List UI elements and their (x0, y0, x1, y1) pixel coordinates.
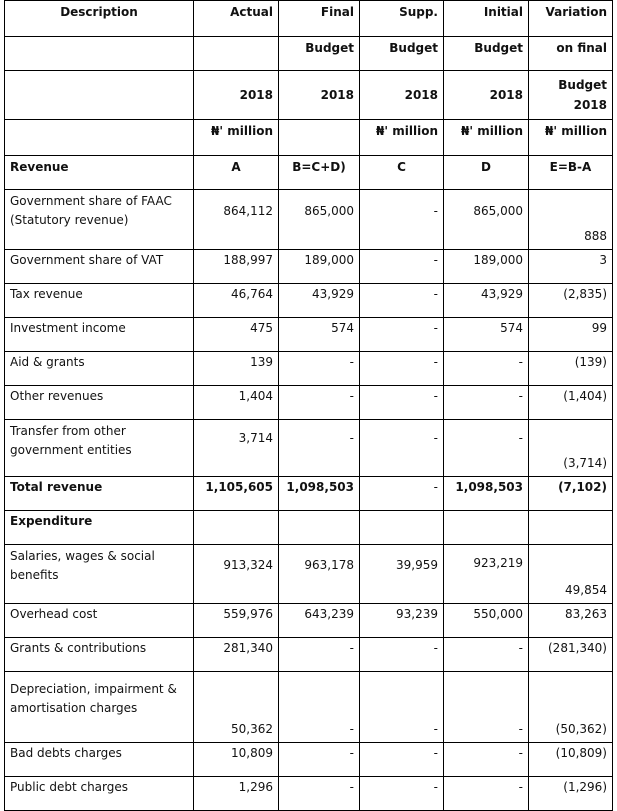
cell-supp: - (360, 638, 444, 672)
empty-cell (194, 511, 279, 545)
cell-final: 1,098,503 (279, 477, 360, 511)
cell-variation: (7,102) (529, 477, 613, 511)
cell-final: 865,000 (279, 190, 360, 250)
header-year: 2018 (279, 71, 360, 120)
cell-actual: 913,324 (194, 545, 279, 604)
header-cell: Budget (279, 37, 360, 71)
table-row (5, 318, 613, 352)
cell-initial: - (444, 420, 529, 477)
cell-supp: - (360, 777, 444, 811)
cell-actual: 864,112 (194, 190, 279, 250)
cell-variation: 49,854 (529, 545, 613, 604)
table-row (5, 250, 613, 284)
header-final: Final (279, 1, 360, 37)
cell-final: 43,929 (279, 284, 360, 318)
cell-actual: 3,714 (194, 420, 279, 477)
total-revenue-row (5, 477, 613, 511)
table-row (5, 190, 613, 250)
cell-final: - (279, 420, 360, 477)
cell-supp: - (360, 420, 444, 477)
row-description: Depreciation, impairment & amortisation charges (5, 672, 194, 743)
cell-supp: - (360, 190, 444, 250)
cell-variation: (1,296) (529, 777, 613, 811)
header-cell (194, 37, 279, 71)
cell-actual: 139 (194, 352, 279, 386)
cell-actual: 1,105,605 (194, 477, 279, 511)
cell-variation: 3 (529, 250, 613, 284)
empty-cell (444, 511, 529, 545)
table-row (5, 284, 613, 318)
cell-initial: - (444, 777, 529, 811)
header-description: Description (5, 1, 194, 37)
header-row-2 (5, 37, 613, 71)
cell-variation: (2,835) (529, 284, 613, 318)
header-unit: ₦' million (194, 120, 279, 156)
row-description: Other revenues (5, 386, 194, 420)
header-unit (279, 120, 360, 156)
cell-initial: 43,929 (444, 284, 529, 318)
header-variation: Variation (529, 1, 613, 37)
cell-actual: 1,296 (194, 777, 279, 811)
header-initial: Initial (444, 1, 529, 37)
header-cell: on final (529, 37, 613, 71)
cell-variation: 83,263 (529, 604, 613, 638)
cell-supp: - (360, 352, 444, 386)
table-row (5, 545, 613, 604)
cell-final: - (279, 352, 360, 386)
cell-initial: - (444, 352, 529, 386)
cell-final: - (279, 386, 360, 420)
table-row (5, 743, 613, 777)
cell-initial: - (444, 386, 529, 420)
column-key: A (194, 156, 279, 190)
cell-final: 643,239 (279, 604, 360, 638)
header-year: 2018 (444, 71, 529, 120)
row-description: Public debt charges (5, 777, 194, 811)
empty-cell (360, 511, 444, 545)
cell-variation: (3,714) (529, 420, 613, 477)
cell-supp: 39,959 (360, 545, 444, 604)
cell-final: 574 (279, 318, 360, 352)
cell-variation: (10,809) (529, 743, 613, 777)
header-row-1 (5, 1, 613, 37)
cell-variation: (281,340) (529, 638, 613, 672)
cell-supp: 93,239 (360, 604, 444, 638)
cell-supp: - (360, 672, 444, 743)
table-row (5, 638, 613, 672)
cell-final: - (279, 743, 360, 777)
cell-supp: - (360, 743, 444, 777)
budget-comparison-table (4, 0, 613, 811)
cell-actual: 46,764 (194, 284, 279, 318)
header-cell (5, 37, 194, 71)
cell-final: - (279, 638, 360, 672)
header-cell (5, 120, 194, 156)
header-row-4 (5, 120, 613, 156)
empty-cell (529, 511, 613, 545)
header-year: 2018 (194, 71, 279, 120)
section-heading-expenditure: Expenditure (5, 511, 194, 545)
row-description: Government share of VAT (5, 250, 194, 284)
header-year: Budget 2018 (529, 71, 613, 120)
cell-final: 189,000 (279, 250, 360, 284)
cell-actual: 10,809 (194, 743, 279, 777)
cell-actual: 475 (194, 318, 279, 352)
expenditure-heading-row (5, 511, 613, 545)
cell-variation: 888 (529, 190, 613, 250)
row-description: Tax revenue (5, 284, 194, 318)
cell-initial: - (444, 743, 529, 777)
table-row (5, 672, 613, 743)
row-description: Total revenue (5, 477, 194, 511)
header-unit: ₦' million (360, 120, 444, 156)
cell-supp: - (360, 477, 444, 511)
cell-supp: - (360, 386, 444, 420)
cell-initial: 189,000 (444, 250, 529, 284)
header-row-5 (5, 156, 613, 190)
header-cell: Budget (444, 37, 529, 71)
cell-variation: 99 (529, 318, 613, 352)
cell-actual: 50,362 (194, 672, 279, 743)
cell-supp: - (360, 284, 444, 318)
header-row-3 (5, 71, 613, 120)
cell-initial: 550,000 (444, 604, 529, 638)
header-unit: ₦' million (444, 120, 529, 156)
table-row (5, 777, 613, 811)
cell-actual: 559,976 (194, 604, 279, 638)
header-actual: Actual (194, 1, 279, 37)
cell-final: - (279, 777, 360, 811)
header-year: 2018 (360, 71, 444, 120)
section-heading-revenue: Revenue (5, 156, 194, 190)
cell-initial: 923,219 (444, 545, 529, 604)
cell-variation: (1,404) (529, 386, 613, 420)
row-description: Government share of FAAC (Statutory revenue) (5, 190, 194, 250)
cell-variation: (50,362) (529, 672, 613, 743)
empty-cell (279, 511, 360, 545)
row-description: Overhead cost (5, 604, 194, 638)
row-description: Bad debts charges (5, 743, 194, 777)
cell-initial: 574 (444, 318, 529, 352)
table-row (5, 352, 613, 386)
cell-actual: 281,340 (194, 638, 279, 672)
cell-initial: - (444, 638, 529, 672)
header-cell (5, 71, 194, 120)
header-supp: Supp. (360, 1, 444, 37)
column-key: E=B-A (529, 156, 613, 190)
row-description: Salaries, wages & social benefits (5, 545, 194, 604)
cell-variation: (139) (529, 352, 613, 386)
cell-supp: - (360, 250, 444, 284)
cell-actual: 1,404 (194, 386, 279, 420)
row-description: Investment income (5, 318, 194, 352)
cell-supp: - (360, 318, 444, 352)
header-cell: Budget (360, 37, 444, 71)
cell-initial: 865,000 (444, 190, 529, 250)
table-row (5, 604, 613, 638)
table-row (5, 420, 613, 477)
cell-final: 963,178 (279, 545, 360, 604)
cell-initial: - (444, 672, 529, 743)
column-key: D (444, 156, 529, 190)
row-description: Transfer from other government entities (5, 420, 194, 477)
header-unit: ₦' million (529, 120, 613, 156)
table-row (5, 386, 613, 420)
column-key: C (360, 156, 444, 190)
column-key: B=C+D) (279, 156, 360, 190)
row-description: Grants & contributions (5, 638, 194, 672)
row-description: Aid & grants (5, 352, 194, 386)
cell-actual: 188,997 (194, 250, 279, 284)
cell-initial: 1,098,503 (444, 477, 529, 511)
cell-final: - (279, 672, 360, 743)
